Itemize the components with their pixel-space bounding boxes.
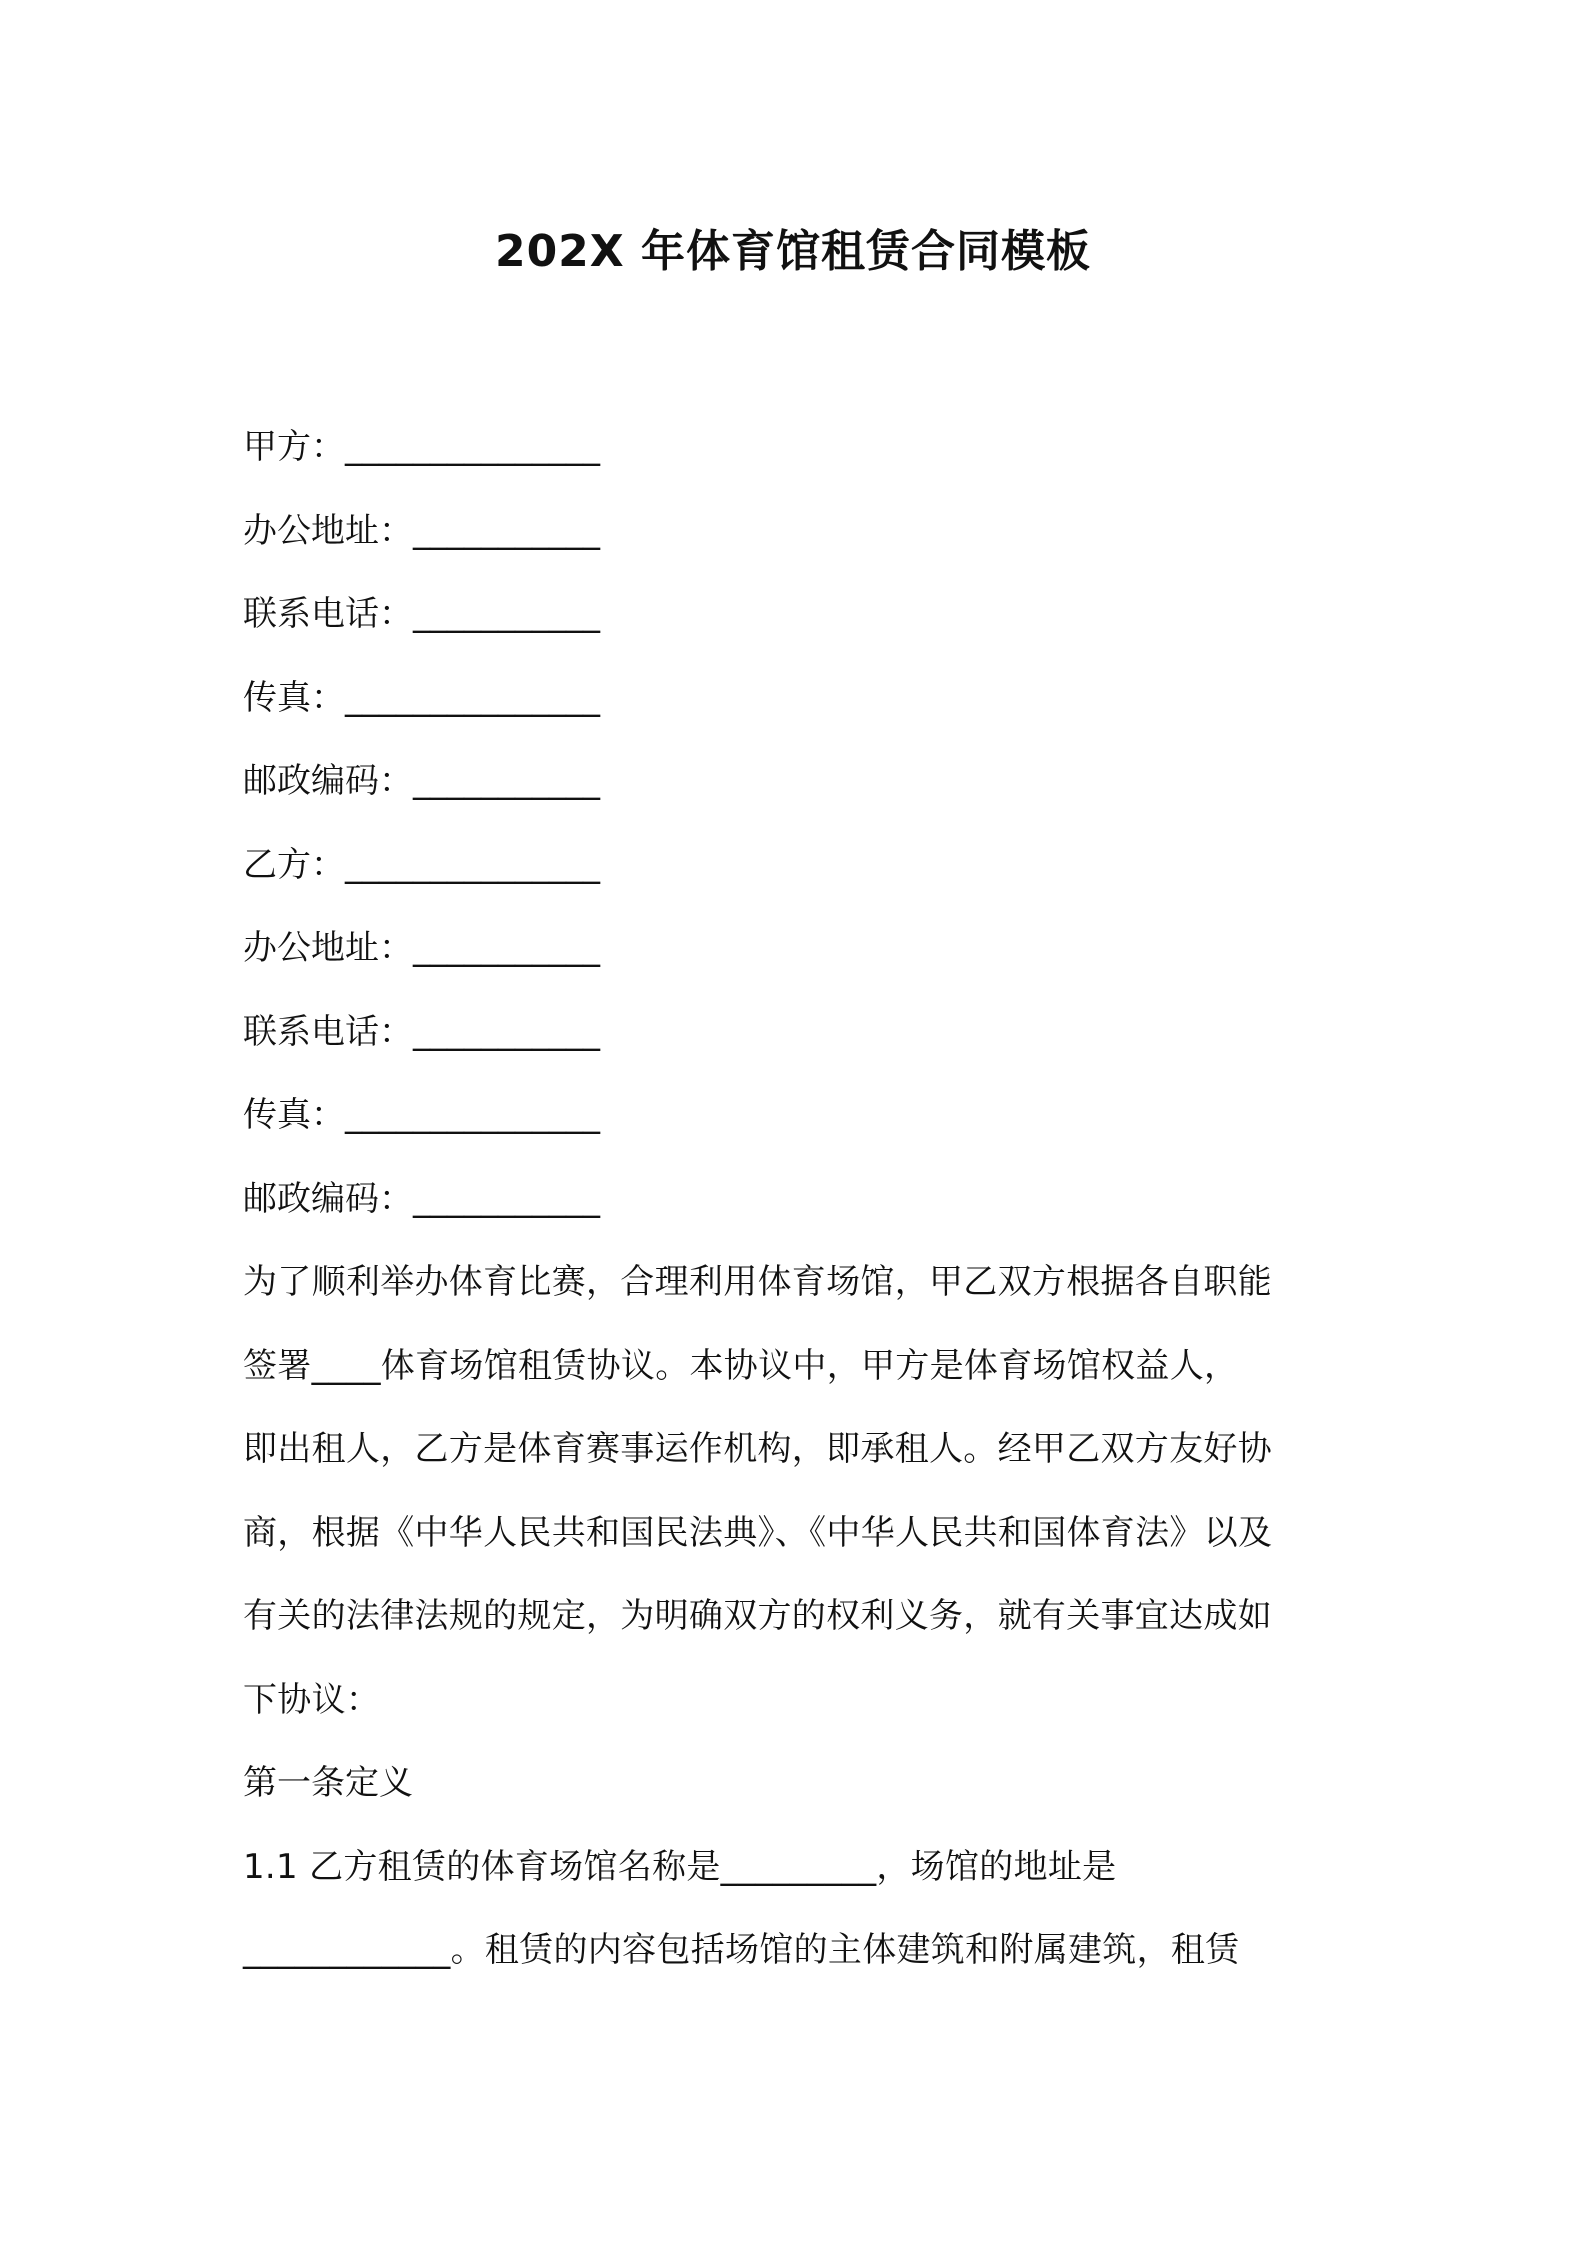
preamble-line: 下协议： (243, 1679, 381, 1720)
party-b-phone-field: 联系电话：___________ (243, 1011, 600, 1052)
preamble-line: 签署____体育场馆租赁协议。本协议中，甲方是体育场馆权益人， (243, 1345, 1239, 1386)
party-a-postcode-field: 邮政编码：___________ (243, 761, 600, 801)
preamble-paragraph (243, 1241, 1361, 1742)
preamble-line: 商，根据《中华人民共和国民法典》、《中华人民共和国体育法》以及 (243, 1512, 1273, 1553)
party-b-postcode-field: 邮政编码：___________ (243, 1178, 600, 1219)
clause-line: 1.1 乙方租赁的体育场馆名称是_________，场馆的地址是 (243, 1846, 1117, 1887)
document-body (243, 406, 1361, 1993)
party-b-fax-field: 传真：_______________ (243, 1095, 600, 1135)
preamble-line: 即出租人，乙方是体育赛事运作机构，即承租人。经甲乙双方友好协 (243, 1429, 1272, 1469)
party-a-phone-field: 联系电话：___________ (243, 594, 600, 634)
document-title: 202X 年体育馆租赁合同模板 (494, 226, 1092, 277)
party-b-name-field: 乙方：_______________ (243, 844, 600, 885)
party-a-address-field: 办公地址：___________ (243, 510, 600, 551)
clause-line: ____________。租赁的内容包括场馆的主体建筑和附属建筑，租赁 (243, 1930, 1240, 1970)
party-a-name-field: 甲方：_______________ (243, 427, 600, 467)
party-b-address-field: 办公地址：___________ (243, 928, 600, 968)
preamble-line: 有关的法律法规的规定，为明确双方的权利义务，就有关事宜达成如 (243, 1596, 1272, 1636)
article-1-heading: 第一条定义 (243, 1763, 413, 1803)
preamble-line: 为了顺利举办体育比赛，合理利用体育场馆，甲乙双方根据各自职能 (243, 1262, 1272, 1302)
party-a-fax-field: 传真：_______________ (243, 677, 600, 718)
clause-1-1-paragraph (243, 1826, 1361, 1993)
